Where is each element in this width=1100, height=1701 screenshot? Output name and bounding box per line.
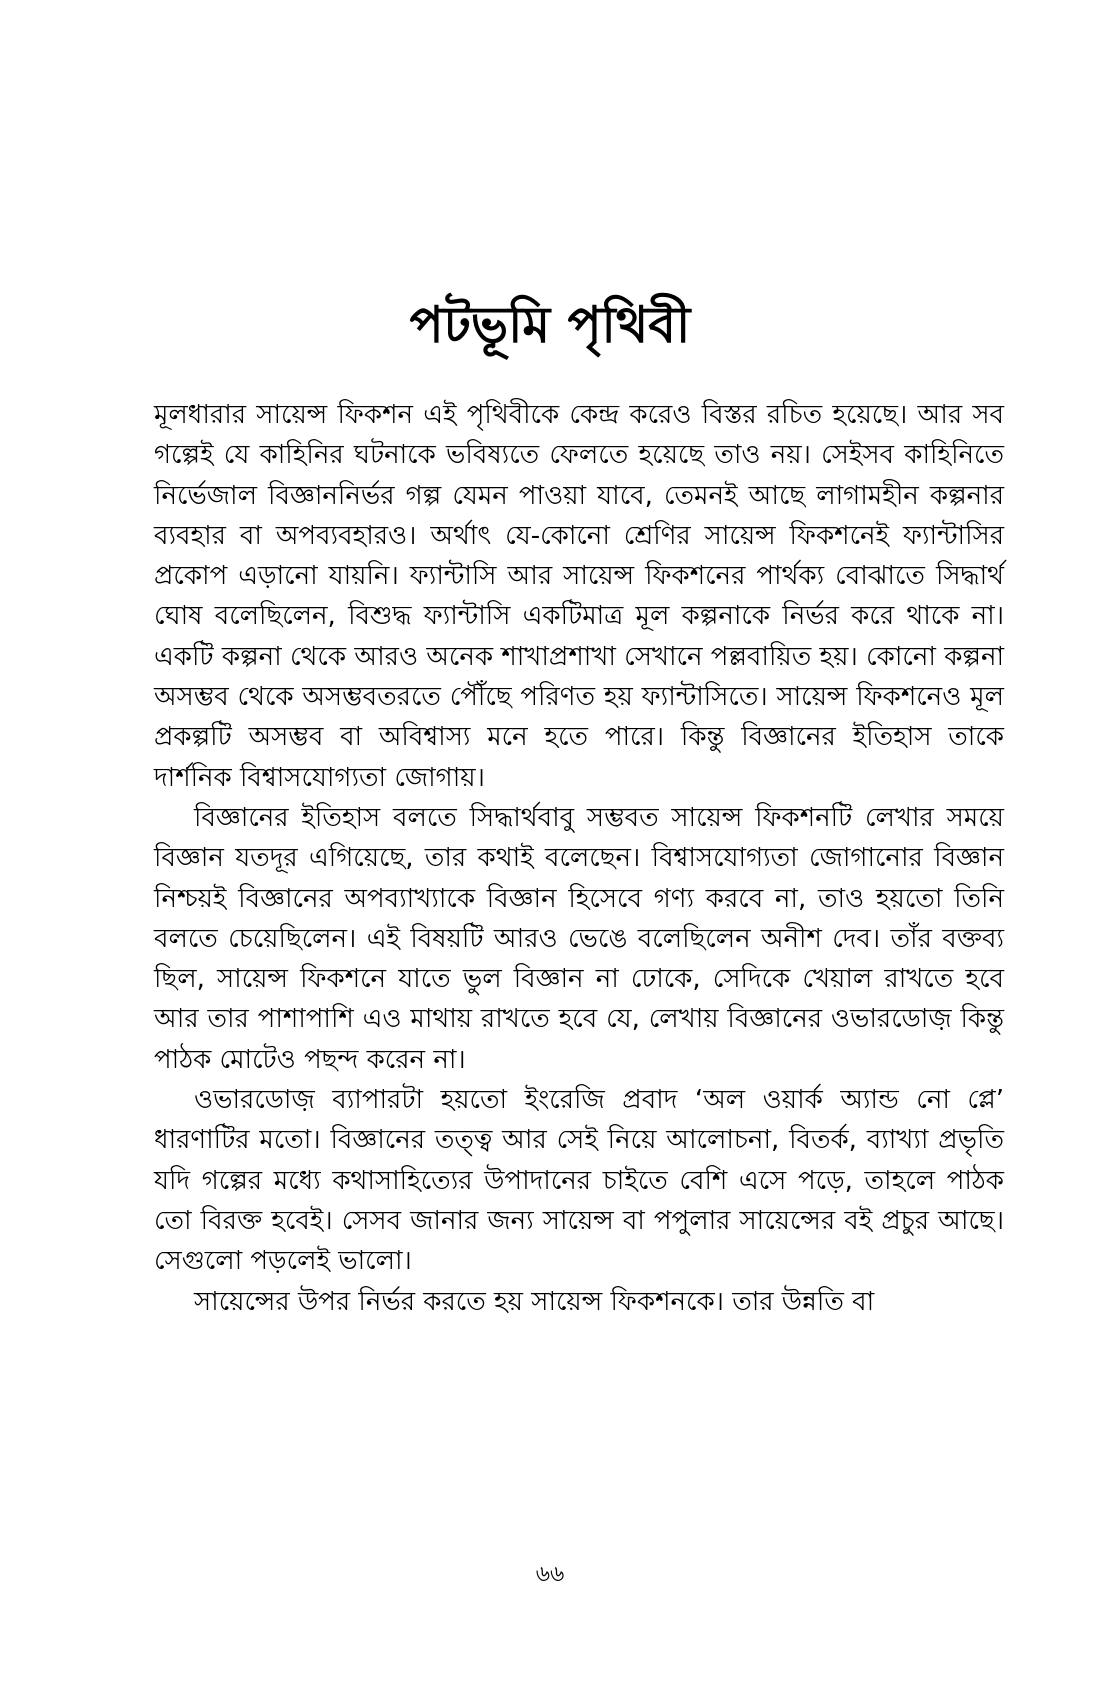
paragraph: ওভারডোজ় ব্যাপারটা হয়তো ইংরেজি প্রবাদ ‘অল ওয়ার্ক অ্যান্ড নো প্লে’ ধারণাটির মতো। বিজ্ঞানের তত্ত্ব আর সেই নিয়ে আলোচনা, বিতর্ক, ব্যাখ্যা প্রভৃতি যদি গল্পের মধ্যে কথাসাহিত্যের উপাদানের চাইতে বেশি এসে পড়ে, তাহলে পাঠক তো বিরক্ত হবেই। সেসব জানার জন্য সায়েন্স বা পপুলার সায়েন্সের বই প্রচুর আছে। সেগুলো পড়লেই ভালো। <box>154 1085 1004 1277</box>
paragraph: মূলধারার সায়েন্স ফিকশন এই পৃথিবীকে কেন্দ্র করেও বিস্তর রচিত হয়েছে। আর সব গল্পেই যে কাহিনির ঘটনাকে ভবিষ্যতে ফেলতে হয়েছে তাও নয়। সেইসব কাহিনিতে নির্ভেজাল বিজ্ঞাননির্ভর গল্প যেমন পাওয়া যাবে, তেমনই আছে লাগামহীন কল্পনার ব্যবহার বা অপব্যবহারও। অর্থাৎ যে-কোনো শ্রেণির সায়েন্স ফিকশনেই ফ্যান্টাসির প্রকোপ এড়ানো যায়নি। ফ্যান্টাসি আর সায়েন্স ফিকশনের পার্থক্য বোঝাতে সিদ্ধার্থ ঘোষ বলেছিলেন, বিশুদ্ধ ফ্যান্টাসি একটিমাত্র মূল কল্পনাকে নির্ভর করে থাকে না। একটি কল্পনা থেকে আরও অনেক শাখাপ্রশাখা সেখানে পল্লবায়িত হয়। কোনো কল্পনা অসম্ভব থেকে অসম্ভবতরতে পৌঁছে পরিণত হয় ফ্যান্টাসিতে। সায়েন্স ফিকশনেও মূল প্রকল্পটি অসম্ভব বা অবিশ্বাস্য মনে হতে পারে। কিন্তু বিজ্ঞানের ইতিহাস তাকে দার্শনিক বিশ্বাসযোগ্যতা জোগায়। <box>154 400 1004 793</box>
page-number: ৬৬ <box>535 1562 565 1587</box>
paragraph: বিজ্ঞানের ইতিহাস বলতে সিদ্ধার্থবাবু সম্ভবত সায়েন্স ফিকশনটি লেখার সময়ে বিজ্ঞান যতদূর এগিয়েছে, তার কথাই বলেছেন। বিশ্বাসযোগ্যতা জোগানোর বিজ্ঞান নিশ্চয়ই বিজ্ঞানের অপব্যাখ্যাকে বিজ্ঞান হিসেবে গণ্য করবে না, তাও হয়তো তিনি বলতে চেয়েছিলেন। এই বিষয়টি আরও ভেঙে বলেছিলেন অনীশ দেব। তাঁর বক্তব্য ছিল, সায়েন্স ফিকশনে যাতে ভুল বিজ্ঞান না ঢোকে, সেদিকে খেয়াল রাখতে হবে আর তার পাশাপাশি এও মাথায় রাখতে হবে যে, লেখায় বিজ্ঞানের ওভারডোজ় কিন্তু পাঠক মোটেও পছন্দ করেন না। <box>154 802 1004 1075</box>
chapter-title: পটভূমি পৃথিবী <box>409 295 691 354</box>
paragraph: সায়েন্সের উপর নির্ভর করতে হয় সায়েন্স ফিকশনকে। তার উন্নতি বা <box>194 1286 875 1317</box>
body-text <box>154 395 1004 1322</box>
